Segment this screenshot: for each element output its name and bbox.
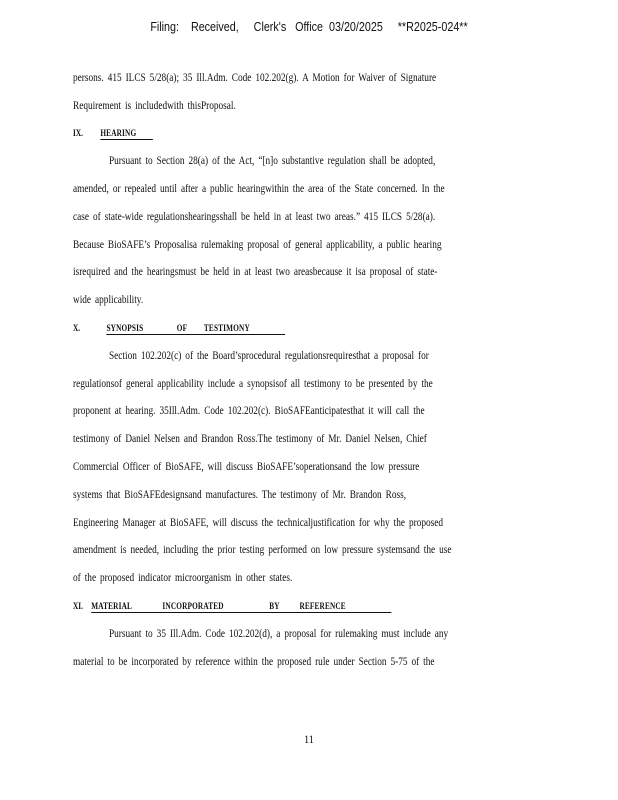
title-word: TESTIMONY — [203, 323, 250, 334]
section-heading-xi — [73, 601, 391, 613]
title-word: REFERENCE — [299, 601, 346, 612]
body-line: Engineering Manager at BioSAFE, will discuss the technicaljustification for why the proposed — [73, 517, 444, 529]
body-line: Section 102.202(c) of the Board’sprocedural regulationsrequiresthat a proposal for — [109, 350, 429, 362]
filing-header: Filing: Received, Clerk's Office 03/20/2025 **R2025-024** — [150, 20, 468, 34]
page-number: 11 — [304, 734, 314, 746]
section-number: XI. — [73, 601, 83, 612]
title-word: MATERIAL — [91, 601, 133, 612]
body-line: testimony of Daniel Nelsen and Brandon Ross.The testimony of Mr. Daniel Nelsen, Chief — [73, 433, 427, 445]
title-word: BY — [269, 601, 280, 612]
body-line: persons. 415 ILCS 5/28(a); 35 Ill.Adm. Code 102.202(g). A Motion for Waiver of Signature — [73, 72, 437, 84]
body-line: amendment is needed, including the prior testing performed on low pressure systemsand the use — [73, 544, 452, 556]
body-line: of the proposed indicator microorganism in other states. — [73, 572, 293, 584]
section-title — [91, 601, 391, 613]
body-line: wide applicability. — [73, 294, 144, 306]
body-line: regulationsof general applicability include a synopsisof all testimony to be presented by the — [73, 378, 433, 390]
title-word: INCORPORATED — [162, 601, 224, 612]
body-line: case of state-wide regulationshearingsshall be held in at least two areas.” 415 ILCS 5/28(a). — [73, 211, 436, 223]
section-heading-ix — [73, 128, 153, 140]
title-word: SYNOPSIS — [106, 323, 144, 334]
section-title — [106, 323, 284, 335]
body-line: Pursuant to Section 28(a) of the Act, “[n]o substantive regulation shall be adopted, — [109, 155, 436, 167]
body-line: Requirement is includedwith thisProposal. — [73, 100, 236, 112]
body-line: proponent at hearing. 35Ill.Adm. Code 102.202(c). BioSAFEanticipatesthat it will call the — [73, 405, 425, 417]
section-number: X. — [73, 323, 81, 334]
body-line: Commercial Officer of BioSAFE, will discuss BioSAFE’soperationsand the low pressure — [73, 461, 420, 473]
section-title: HEARING — [100, 128, 153, 140]
body-line: systems that BioSAFEdesignsand manufactures. The testimony of Mr. Brandon Ross, — [73, 489, 407, 501]
title-word: OF — [176, 323, 188, 334]
body-line: material to be incorporated by reference within the proposed rule under Section 5-75 of the — [73, 656, 435, 668]
body-line: Pursuant to 35 Ill.Adm. Code 102.202(d), a proposal for rulemaking must include any — [109, 628, 449, 640]
body-line: Because BioSAFE’s Proposalisa rulemaking proposal of general applicability, a public hearing — [73, 239, 442, 251]
section-number: IX. — [73, 128, 83, 139]
body-line: isrequired and the hearingsmust be held in at least two areasbecause it isa proposal of state- — [73, 266, 438, 278]
section-heading-x — [73, 323, 285, 335]
body-line: amended, or repealed until after a public hearingwithin the area of the State concerned. In the — [73, 183, 445, 195]
